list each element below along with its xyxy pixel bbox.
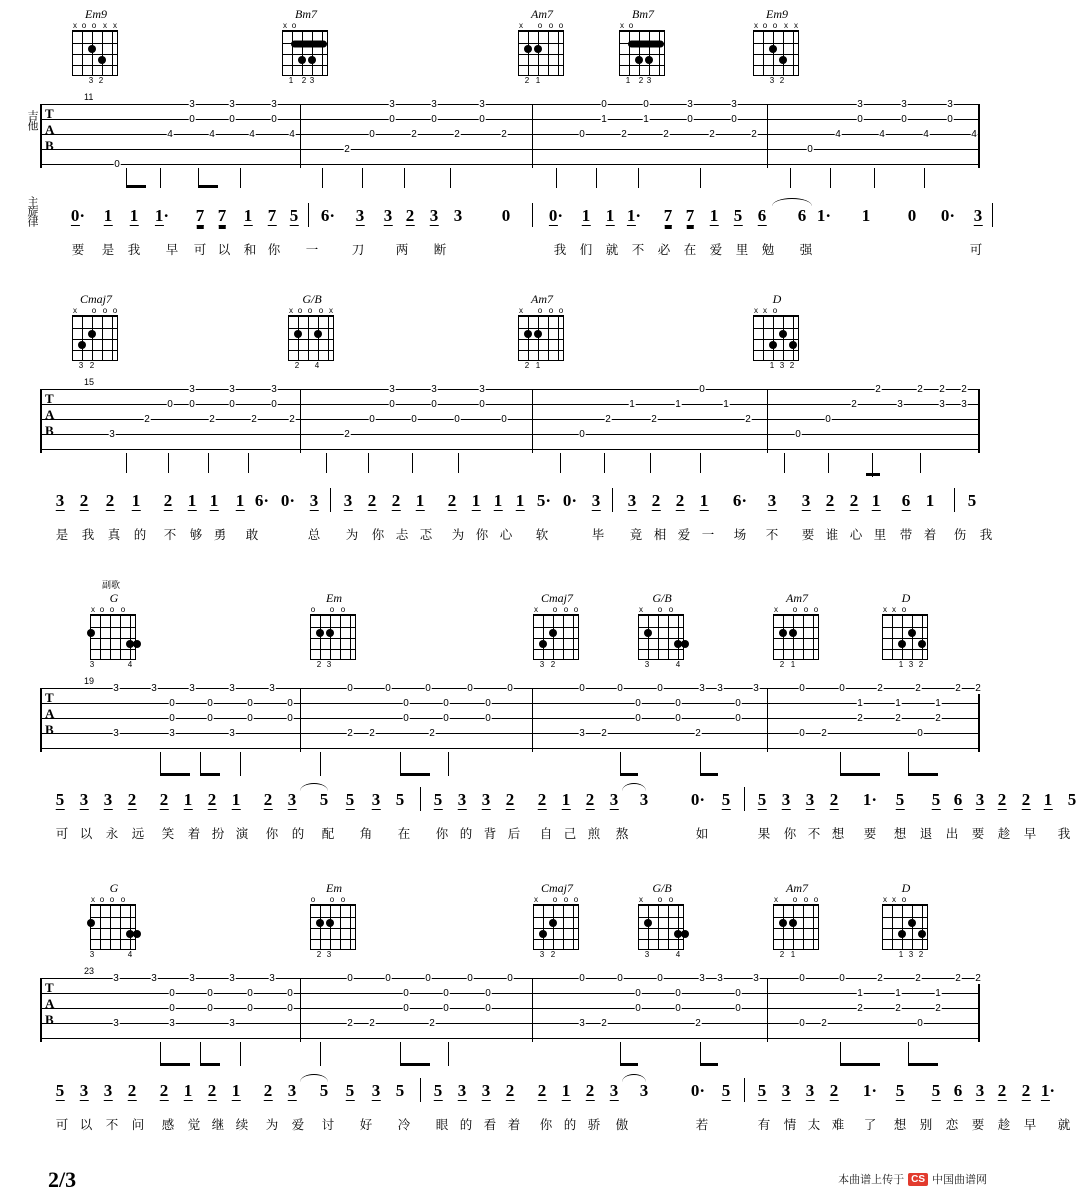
lyric: 必 xyxy=(657,243,671,257)
measure-number: 23 xyxy=(84,966,95,976)
lyric: 配 xyxy=(321,827,335,841)
lyric: 带 xyxy=(899,528,913,542)
footer-text: 本曲谱上传于 xyxy=(838,1174,905,1186)
lyric: 早 xyxy=(1023,827,1037,841)
lyric: 想 xyxy=(831,827,845,841)
chord-diagram: Em o o o 2 3 xyxy=(300,882,368,960)
chord-diagram: G/B x o o 3 4 xyxy=(628,592,696,670)
lyric: 就 xyxy=(1057,1118,1071,1132)
lyric: 敢 xyxy=(245,528,259,542)
tab-clef: T A B xyxy=(45,106,55,153)
tab-staff: T A B 19 3 3 3 0 0 3 0 0 3 0 0 3 0 0 3 3 0 2 0 0 0 0 0 0 0 0 0 0 2 2 0 3 0 0 0 0 0 0 3 3 0 0 3 2 2 0 0 0 1 2 2 1 2 2 1 2 2 2 2 0 xyxy=(40,688,980,752)
lyric: 要 xyxy=(863,827,877,841)
lyric: 感 xyxy=(161,1118,175,1132)
lyric: 讨 xyxy=(321,1118,335,1132)
lyric: 忑 xyxy=(419,528,433,542)
lyric: 太 xyxy=(807,1118,821,1132)
lyric: 强 xyxy=(799,243,813,257)
lyric: 一 xyxy=(305,243,319,257)
lyric: 相 xyxy=(653,528,667,542)
lyric: 是 xyxy=(101,243,115,257)
lyric: 在 xyxy=(683,243,697,257)
footer-credit xyxy=(838,1171,987,1187)
lyric: 我 xyxy=(553,243,567,257)
lyric: 总 xyxy=(307,528,321,542)
chord-diagram: Em9 x o o x x 3 2 xyxy=(754,7,798,85)
lyric: 觉 xyxy=(187,1118,201,1132)
chord-diagram: Am7 x o o o 2 1 xyxy=(519,292,564,370)
chord-diagram: G/B x o o 3 4 xyxy=(628,882,696,960)
lyric: 不 xyxy=(631,243,645,257)
lyric: 自 xyxy=(539,827,553,841)
lyric: 断 xyxy=(433,243,447,257)
lyric: 继 xyxy=(211,1118,225,1132)
lyric: 恋 xyxy=(945,1118,959,1132)
lyric: 谁 xyxy=(825,528,839,542)
site-logo-icon: CS xyxy=(908,1173,928,1186)
chord-diagram: Cmaj7 x o o o 3 2 xyxy=(73,292,118,370)
tab-clef: T A B xyxy=(45,690,55,737)
lyric: 我 xyxy=(1057,827,1071,841)
lyric: 着 xyxy=(507,1118,521,1132)
lyric: 你 xyxy=(475,528,489,542)
lyric: 就 xyxy=(605,243,619,257)
tab-clef: T A B xyxy=(45,391,55,438)
label-melody: 主旋律 xyxy=(26,196,38,226)
lyric: 忐 xyxy=(395,528,409,542)
lyric: 好 xyxy=(359,1118,373,1132)
chord-diagram: G/B x o o o x 2 4 xyxy=(289,292,333,370)
lyric: 着 xyxy=(187,827,201,841)
chord-diagram: Bm7 x o 1 2 3 xyxy=(609,8,677,86)
lyric: 退 xyxy=(919,827,933,841)
tab-staff: T A B 15 3 2 0 3 0 2 0 3 2 0 3 2 2 0 0 3 0 0 3 0 0 3 0 0 2 1 2 1 0 1 2 0 0 2 2 3 2 3 2 2 3 xyxy=(40,389,980,453)
lyric: 毕 xyxy=(591,528,605,542)
lyric: 你 xyxy=(267,243,281,257)
lyric: 趁 xyxy=(997,1118,1011,1132)
lyric: 在 xyxy=(397,827,411,841)
lyric: 两 xyxy=(395,243,409,257)
lyric: 若 xyxy=(695,1118,709,1132)
chord-diagram: Bm7 x o 1 2 3 xyxy=(272,8,340,86)
lyric: 了 xyxy=(863,1118,877,1132)
chord-diagram: Cmaj7 x o o o 3 2 xyxy=(534,881,579,959)
page-number: 2/3 xyxy=(48,1167,77,1192)
measure-number: 19 xyxy=(84,676,95,686)
lyric: 的 xyxy=(459,827,473,841)
lyric: 和 xyxy=(243,243,257,257)
lyric: 软 xyxy=(535,528,549,542)
lyric: 如 xyxy=(695,827,709,841)
measure-number: 11 xyxy=(84,92,94,102)
lyric: 的 xyxy=(459,1118,473,1132)
lyric: 后 xyxy=(507,827,521,841)
lyric: 着 xyxy=(923,528,937,542)
lyric: 可 xyxy=(193,243,207,257)
chord-diagram: D x x o 1 3 2 xyxy=(872,882,940,960)
lyric: 为 xyxy=(345,528,359,542)
lyric: 角 xyxy=(359,827,373,841)
lyric: 可 xyxy=(55,1118,69,1132)
chord-diagram: G x o o o 3 4 xyxy=(80,882,148,960)
lyric: 出 xyxy=(945,827,959,841)
lyric: 要 xyxy=(971,827,985,841)
lyric: 要 xyxy=(971,1118,985,1132)
chord-diagram: 副歌 G x o o o 3 4 xyxy=(80,592,148,670)
lyric: 你 xyxy=(435,827,449,841)
lyric: 我 xyxy=(127,243,141,257)
lyric: 演 xyxy=(235,827,249,841)
lyric: 你 xyxy=(371,528,385,542)
lyric: 笑 xyxy=(161,827,175,841)
lyric: 果 xyxy=(757,827,771,841)
lyric: 是 xyxy=(55,528,69,542)
chord-diagram: D x x o 1 3 2 xyxy=(872,592,940,670)
lyric: 傲 xyxy=(615,1118,629,1132)
lyric: 刀 xyxy=(351,243,365,257)
lyric: 要 xyxy=(801,528,815,542)
system-2: Cmaj7 x o o o 3 2 G/B x o o o x 2 4 Am7 x o o o 2 1 D x x o 1 3 2 T A B 15 3 2 0 3 0 2 0 3 2 0 3 2 2 0 0 3 0 0 3 0 0 3 0 0 2 1 2 1 0 1 2 0 0 2 2 3 2 3 2 2 3 3 2 2 1 2 1 1 1 6· 0· 3 3 2 2 1 2 1 1 1 5· 0· 3 3 2 2 1 6· 3 3 2 2 1 6 1 5 是 我 真 的 不 够 勇 敢 总 为 你 忐 忑 为 你 心 软 毕 竟 相 爱 一 场 不 要 谁 心 里 带 着 伤 我 xyxy=(0,285,999,570)
lyric: 爱 xyxy=(709,243,723,257)
lyric: 里 xyxy=(873,528,887,542)
lyric: 背 xyxy=(483,827,497,841)
lyric: 爱 xyxy=(677,528,691,542)
lyric: 为 xyxy=(451,528,465,542)
lyric: 煎 xyxy=(587,827,601,841)
chord-diagram: Am7 x o o o 2 1 xyxy=(774,881,819,959)
lyric: 够 xyxy=(189,528,203,542)
chord-diagram: Am7 x o o o 2 1 xyxy=(774,591,819,669)
lyric: 你 xyxy=(539,1118,553,1132)
system-4: G x o o o 3 4 Em o o o 2 3 Cmaj7 x o o o 3 2 G/B x o o 3 4 Am7 x o o o 2 1 D x x o 1 3 2 T A B 23 3 3 3 0 0 3 0 0 3 0 0 3 0 0 3 3 0 2 0 0 0 0 0 0 0 0 0 0 2 2 0 3 0 0 0 0 0 0 3 3 0 0 3 2 2 0 0 0 1 2 2 1 2 2 1 2 2 2 2 0 5 3 3 2 2 1 2 1 2 3 5 5 3 5 5 3 3 2 2 1 2 3 3 0· 5 5 3 3 2 1· 5 5 6 3 2 2 1· 可 以 不 问 感 觉 继 续 为 爱 讨 好 冷 眼 的 看 着 你 的 骄 傲 若 有 情 太 难 了 想 别 恋 要 趁 早 就 xyxy=(0,880,999,1170)
lyric: 我 xyxy=(979,528,993,542)
lyric: 一 xyxy=(701,528,715,542)
lyric: 想 xyxy=(893,1118,907,1132)
lyric: 难 xyxy=(831,1118,845,1132)
lyric: 问 xyxy=(131,1118,145,1132)
lyric: 不 xyxy=(807,827,821,841)
lyric: 里 xyxy=(735,243,749,257)
lyric: 的 xyxy=(291,827,305,841)
lyric: 可 xyxy=(55,827,69,841)
lyric: 们 xyxy=(579,243,593,257)
lyric: 心 xyxy=(849,528,863,542)
lyric: 勇 xyxy=(213,528,227,542)
lyric: 冷 xyxy=(397,1118,411,1132)
chord-diagram: D x x o 1 3 2 xyxy=(743,293,811,371)
lyric: 伤 xyxy=(953,528,967,542)
lyric: 爱 xyxy=(291,1118,305,1132)
chord-diagram: Am7 x o o o 2 1 xyxy=(519,7,564,85)
lyric: 情 xyxy=(783,1118,797,1132)
lyric: 想 xyxy=(893,827,907,841)
lyric: 你 xyxy=(783,827,797,841)
lyric: 要 xyxy=(71,243,85,257)
tab-staff: T A B 23 3 3 3 0 0 3 0 0 3 0 0 3 0 0 3 3 0 2 0 0 0 0 0 0 0 0 0 0 2 2 0 3 0 0 0 0 0 0 3 3 0 0 3 2 2 0 0 0 1 2 2 1 2 2 1 2 2 2 2 0 xyxy=(40,978,980,1042)
label-guitar: 吉他 xyxy=(26,110,38,130)
lyric: 心 xyxy=(499,528,513,542)
chord-diagram: Cmaj7 x o o o 3 2 xyxy=(534,591,579,669)
lyric: 竟 xyxy=(629,528,643,542)
lyric: 场 xyxy=(733,528,747,542)
tab-clef: T A B xyxy=(45,980,55,1027)
lyric: 己 xyxy=(563,827,577,841)
lyric: 早 xyxy=(1023,1118,1037,1132)
lyric: 你 xyxy=(265,827,279,841)
lyric: 眼 xyxy=(435,1118,449,1132)
lyric: 真 xyxy=(107,528,121,542)
lyric: 为 xyxy=(265,1118,279,1132)
lyric: 以 xyxy=(79,827,93,841)
lyric: 不 xyxy=(163,528,177,542)
measure-number: 15 xyxy=(84,377,95,387)
lyric: 早 xyxy=(165,243,179,257)
lyric: 可 xyxy=(969,243,983,257)
lyric: 勉 xyxy=(761,243,775,257)
lyric: 永 xyxy=(105,827,119,841)
lyric: 趁 xyxy=(997,827,1011,841)
lyric: 扮 xyxy=(211,827,225,841)
lyric: 以 xyxy=(217,243,231,257)
lyric: 别 xyxy=(919,1118,933,1132)
chord-diagram: Em o o o 2 3 xyxy=(300,592,368,670)
lyric: 骄 xyxy=(587,1118,601,1132)
footer-site-name: 中国曲谱网 xyxy=(932,1174,987,1186)
lyric: 的 xyxy=(133,528,147,542)
lyric: 以 xyxy=(79,1118,93,1132)
lyric: 不 xyxy=(765,528,779,542)
lyric: 远 xyxy=(131,827,145,841)
lyric: 我 xyxy=(81,528,95,542)
lyric: 看 xyxy=(483,1118,497,1132)
tab-staff: T A B 11 0 4 0 3 4 0 3 4 0 3 4 2 0 0 3 2 0 3 2 0 3 2 0 1 0 2 1 0 2 0 3 2 0 3 2 0 4 0 3 4 0 3 4 0 3 4 xyxy=(40,104,980,168)
lyric: 有 xyxy=(757,1118,771,1132)
lyric: 续 xyxy=(235,1118,249,1132)
lyric: 的 xyxy=(563,1118,577,1132)
system-3: 副歌 G x o o o 3 4 Em o o o 2 3 Cmaj7 x o o o 3 2 G/B x o o 3 4 Am7 x o o o 2 1 D x x o 1 3 2 T A B 19 3 3 3 0 0 3 0 0 3 0 0 3 0 0 3 3 0 2 0 0 0 0 0 0 0 0 0 0 2 2 0 3 0 0 0 0 0 0 3 3 0 0 3 2 2 0 0 0 1 2 2 1 2 2 1 2 2 2 2 0 5 3 3 2 2 1 2 1 2 3 5 5 3 5 5 3 3 2 2 1 2 3 3 0· 5 5 3 3 2 1· 5 5 6 3 2 2 1 5 可 以 永 远 笑 着 扮 演 你 的 配 角 在 你 的 背 后 自 己 煎 熬 如 果 你 不 想 要 想 退 出 要 趁 早 我 xyxy=(0,578,999,878)
lyric: 不 xyxy=(105,1118,119,1132)
system-1: Em9 x o o x x 3 2 Bm7 x o 1 2 3 Am7 x o o o 2 1 Bm7 x o 1 2 3 Em9 x o o x x 3 2 T A B 11 0 4 0 3 4 0 3 4 0 3 4 2 0 0 3 2 0 3 2 0 3 2 0 1 0 2 1 0 2 0 3 2 0 3 2 0 4 0 3 4 0 3 4 0 3 4 0· 1 1 1· 7 7 1 7 5 6· 3 3 2 3 3 0 0· 1 1 1· 7 7 1 5 6 6 1· 1 0 0· 3 要 是 我 早 可 以 和 你 一 刀 两 断 我 们 就 不 必 在 爱 里 勉 强 可 xyxy=(0,0,999,285)
lyric: 熬 xyxy=(615,827,629,841)
chord-diagram: Em9 x o o x x 3 2 xyxy=(73,7,117,85)
